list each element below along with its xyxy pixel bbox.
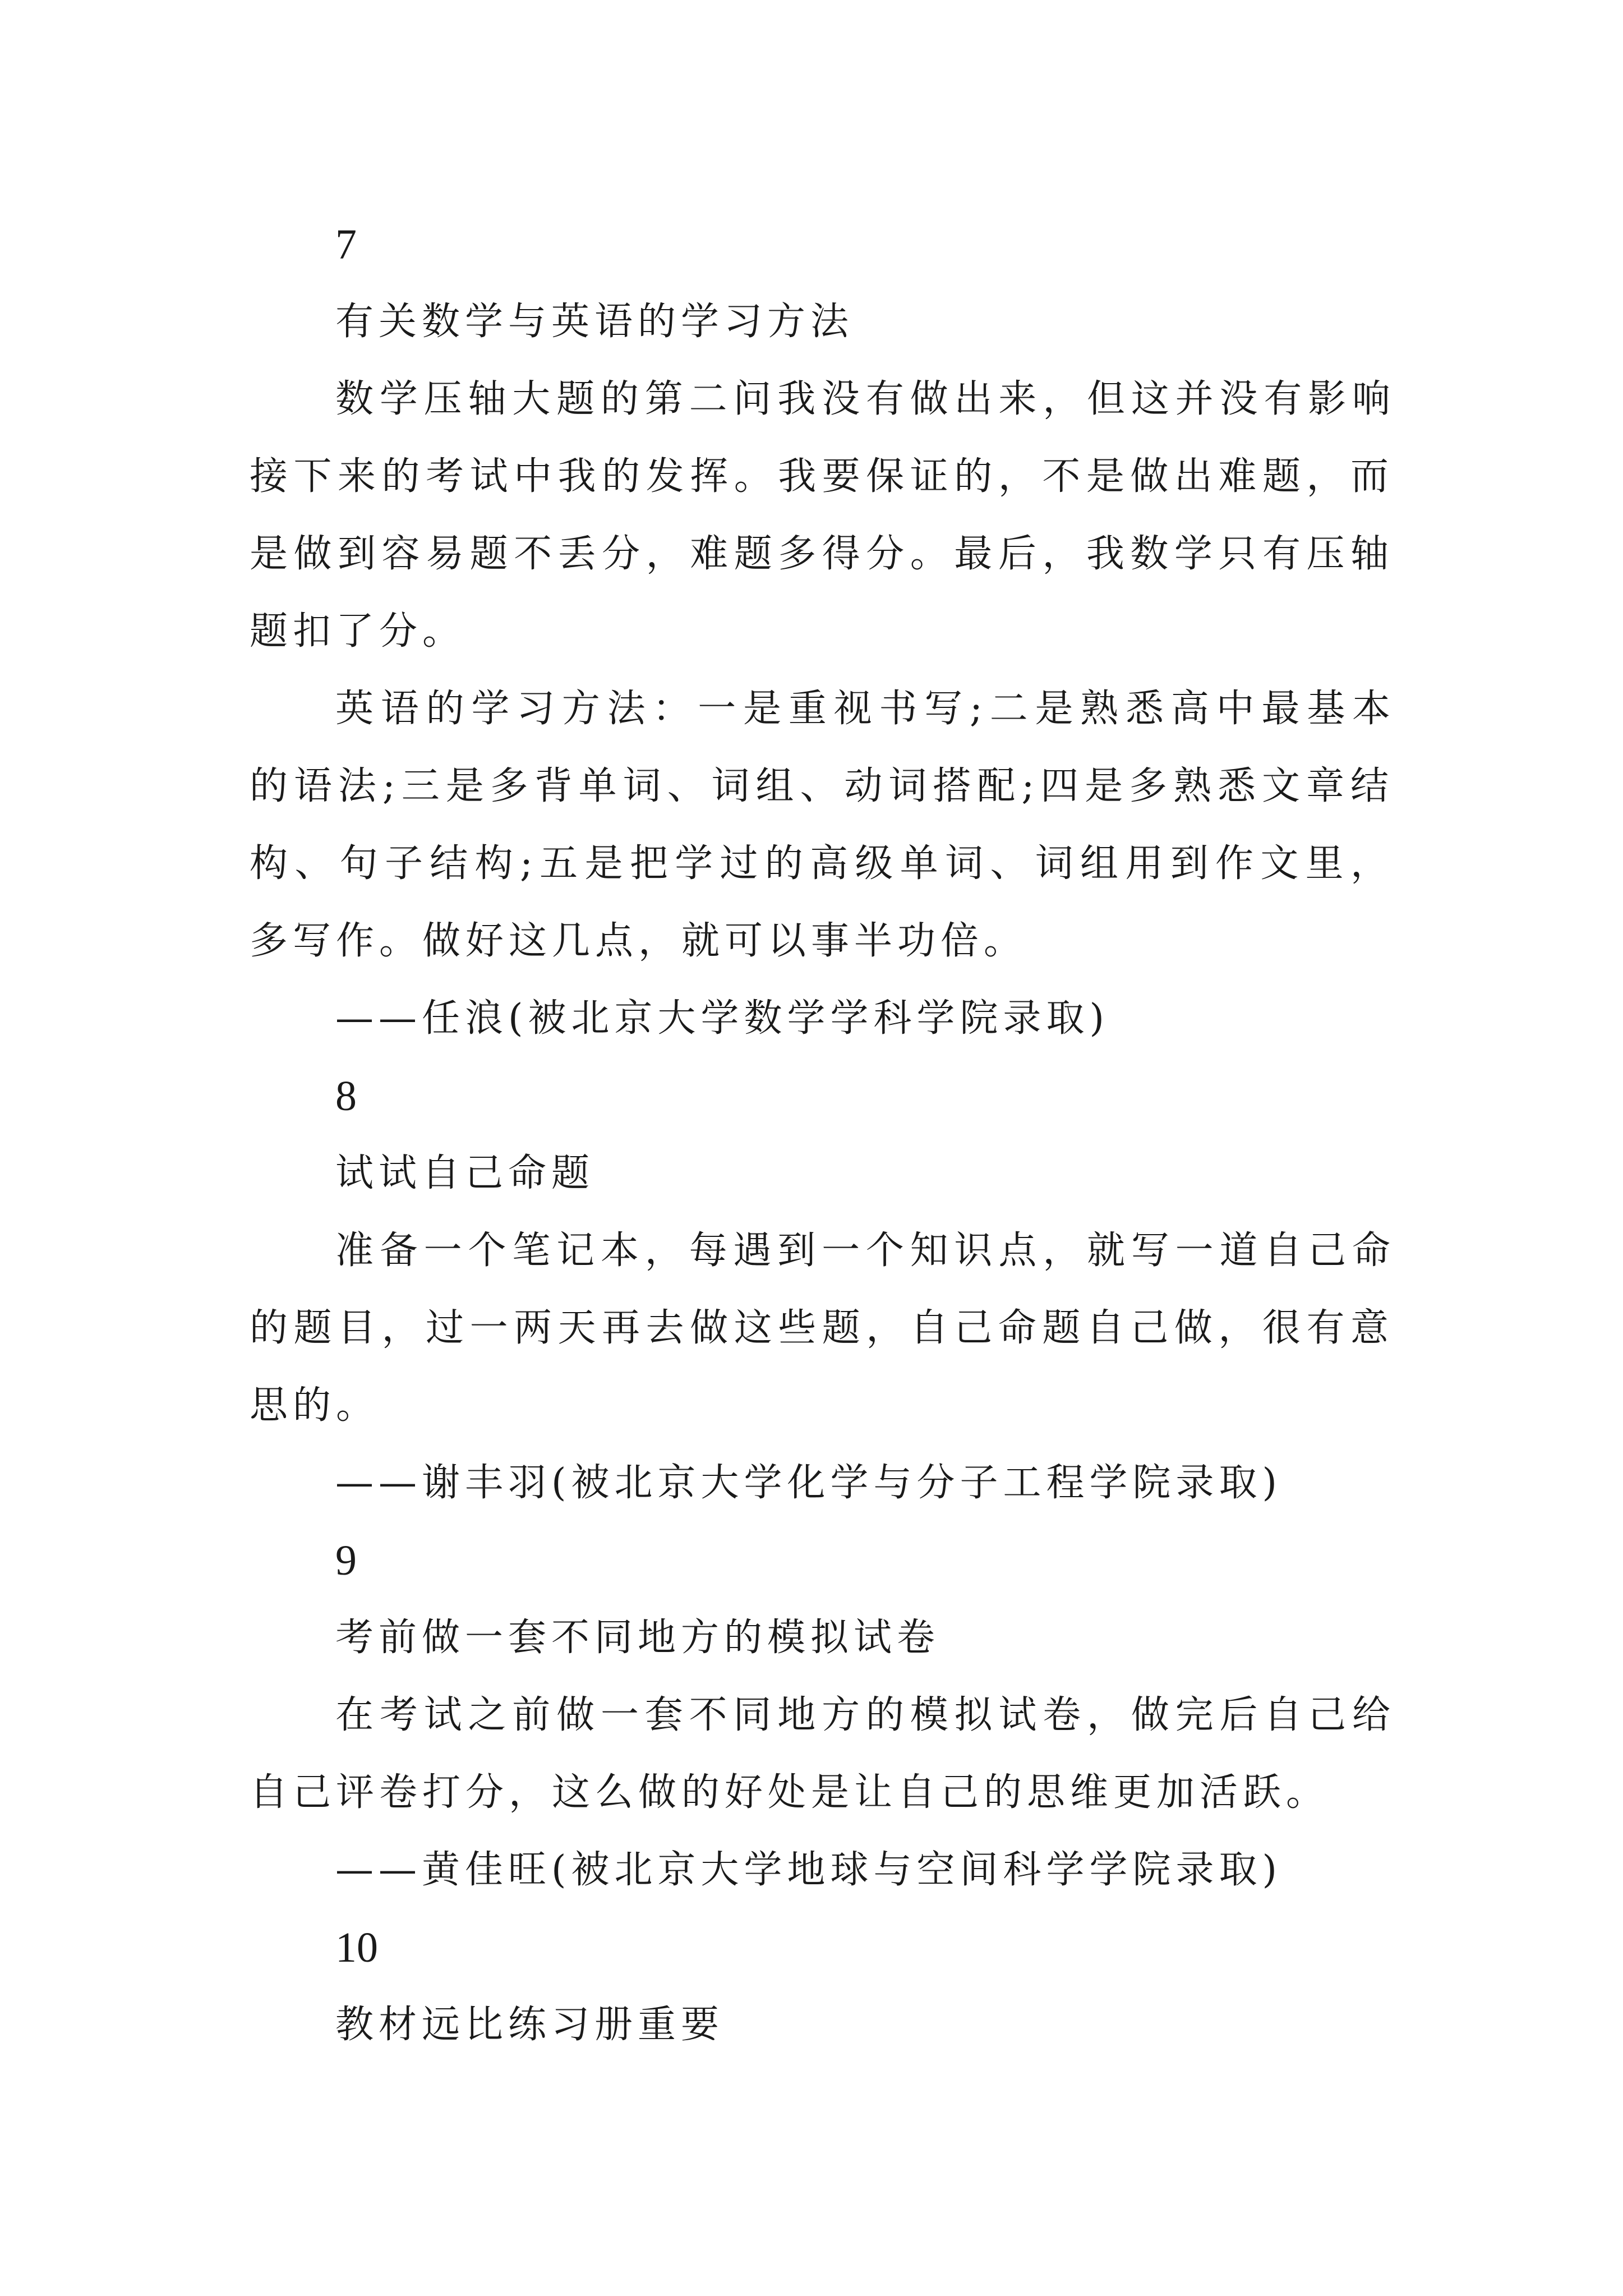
paragraph-line: 是做到容易题不丢分，难题多得分。最后，我数学只有压轴 xyxy=(250,532,1394,576)
section-heading: 有关数学与英语的学习方法 xyxy=(335,300,854,344)
paragraph-line: 构、句子结构;五是把学过的高级单词、词组用到作文里， xyxy=(250,841,1394,886)
paragraph-line: 英语的学习方法：一是重视书写;二是熟悉高中最基本 xyxy=(335,687,1395,731)
section-heading: 考前做一套不同地方的模拟试卷 xyxy=(335,1616,940,1660)
paragraph-line: 的题目，过一两天再去做这些题，自己命题自己做，很有意 xyxy=(250,1306,1394,1350)
paragraph-line: 准备一个笔记本，每遇到一个知识点，就写一道自己命 xyxy=(335,1228,1395,1273)
paragraph-line: 自己评卷打分，这么做的好处是让自己的思维更加活跃。 xyxy=(250,1770,1330,1815)
paragraph-line: 多写作。做好这几点，就可以事半功倍。 xyxy=(250,919,1027,963)
attribution: ——谢丰羽(被北京大学化学与分子工程学院录取) xyxy=(335,1461,1283,1505)
paragraph-line: 思的。 xyxy=(250,1383,380,1428)
section-number: 7 xyxy=(335,221,357,268)
section-number: 8 xyxy=(335,1073,357,1120)
paragraph-line: 在考试之前做一套不同地方的模拟试卷，做完后自己给 xyxy=(335,1693,1395,1737)
section-heading: 教材远比练习册重要 xyxy=(335,2003,725,2047)
paragraph-line: 题扣了分。 xyxy=(250,609,466,654)
section-heading: 试试自己命题 xyxy=(335,1151,595,1195)
paragraph-line: 数学压轴大题的第二问我没有做出来，但这并没有影响 xyxy=(335,377,1395,421)
section-number: 9 xyxy=(335,1537,357,1584)
paragraph-line: 的语法;三是多背单词、词组、动词搭配;四是多熟悉文章结 xyxy=(250,764,1394,808)
section-number: 10 xyxy=(335,1924,378,1971)
attribution: ——黄佳旺(被北京大学地球与空间科学学院录取) xyxy=(335,1848,1283,1892)
paragraph-line: 接下来的考试中我的发挥。我要保证的，不是做出难题，而 xyxy=(250,454,1394,499)
attribution: ——任浪(被北京大学数学学科学院录取) xyxy=(335,996,1110,1041)
